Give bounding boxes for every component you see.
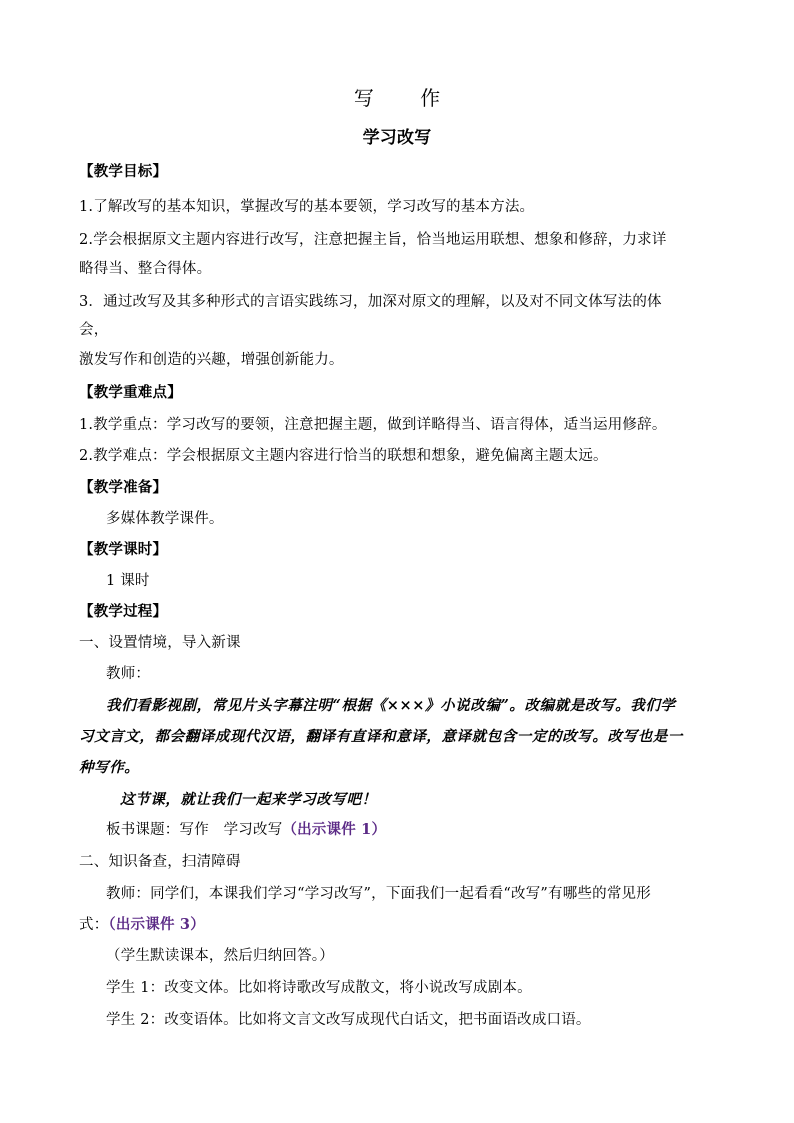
hours-heading: 【教学课时】 xyxy=(79,541,168,558)
prep-heading: 【教学准备】 xyxy=(79,479,168,496)
process-heading: 【教学过程】 xyxy=(79,603,168,620)
board-topic xyxy=(106,820,746,840)
goal-2-line-2: 略得当、整合得体。 xyxy=(79,261,212,277)
teacher-2-line-1: 教师：同学们，本课我们学习“学习改写”，下面我们一起看看“改写”有哪些的常见形 xyxy=(106,886,651,902)
goal-1: 1.了解改写的基本知识，掌握改写的基本要领，学习改写的基本方法。 xyxy=(79,199,535,215)
step-1-heading: 一、设置情境，导入新课 xyxy=(79,635,241,651)
goal-3-line-3: 激发写作和创造的兴趣，增强创新能力。 xyxy=(79,352,344,368)
goal-3-line-2: 会， xyxy=(79,322,109,338)
teacher-2-line-2 xyxy=(79,915,719,935)
teacher-paragraph-line-2: 习文言文，都会翻译成现代汉语，翻译有直译和意译，意译就包含一定的改写。改写也是一 xyxy=(79,728,683,745)
hours-text: 1 课时 xyxy=(106,573,150,589)
prep-text: 多媒体教学课件。 xyxy=(106,511,224,527)
teacher-2-line-2-text: 式： xyxy=(79,917,109,933)
key-heading: 【教学重难点】 xyxy=(79,384,182,401)
teacher-paragraph-line-3: 种写作。 xyxy=(79,759,140,776)
page-subtitle: 学习改写 xyxy=(362,128,432,148)
step-2-heading: 二、知识备查，扫清障碍 xyxy=(79,854,241,870)
goal-2-line-1: 2.学会根据原文主题内容进行改写，注意把握主旨，恰当地运用联想、想象和修辞，力求详 xyxy=(79,232,667,248)
goals-heading: 【教学目标】 xyxy=(79,163,168,180)
board-courseware-note: （出示课件 1） xyxy=(282,821,387,838)
board-topic-text: 板书课题：写作 学习改写 xyxy=(106,822,283,838)
teacher-2-courseware-note: （出示课件 3） xyxy=(108,916,205,933)
student-1-answer: 学生 1：改变文体。比如将诗歌改写成散文，将小说改写成剧本。 xyxy=(106,980,532,996)
student-2-answer: 学生 2：改变语体。比如将文言文改写成现代白话文，把书面语改成口语。 xyxy=(106,1012,591,1028)
teacher-paragraph-line-1: 我们看影视剧，常见片头字幕注明“根据《×××》小说改编”。改编就是改写。我们学 xyxy=(106,697,676,714)
student-action: （学生默读课本，然后归纳回答。） xyxy=(106,948,334,964)
teacher-paragraph-line-4: 这节课，就让我们一起来学习改写吧！ xyxy=(120,791,377,808)
page-title: 写 作 xyxy=(353,86,461,110)
goal-3-line-1: 3．通过改写及其多种形式的言语实践练习，加深对原文的理解，以及对不同文体写法的体 xyxy=(79,294,662,310)
key-point-2: 2.教学难点：学会根据原文主题内容进行恰当的联想和想象，避免偏离主题太远。 xyxy=(79,448,608,464)
teacher-label: 教师： xyxy=(106,666,151,682)
key-point-1: 1.教学重点：学习改写的要领，注意把握主题，做到详略得当、语言得体，适当运用修辞。 xyxy=(79,417,667,433)
